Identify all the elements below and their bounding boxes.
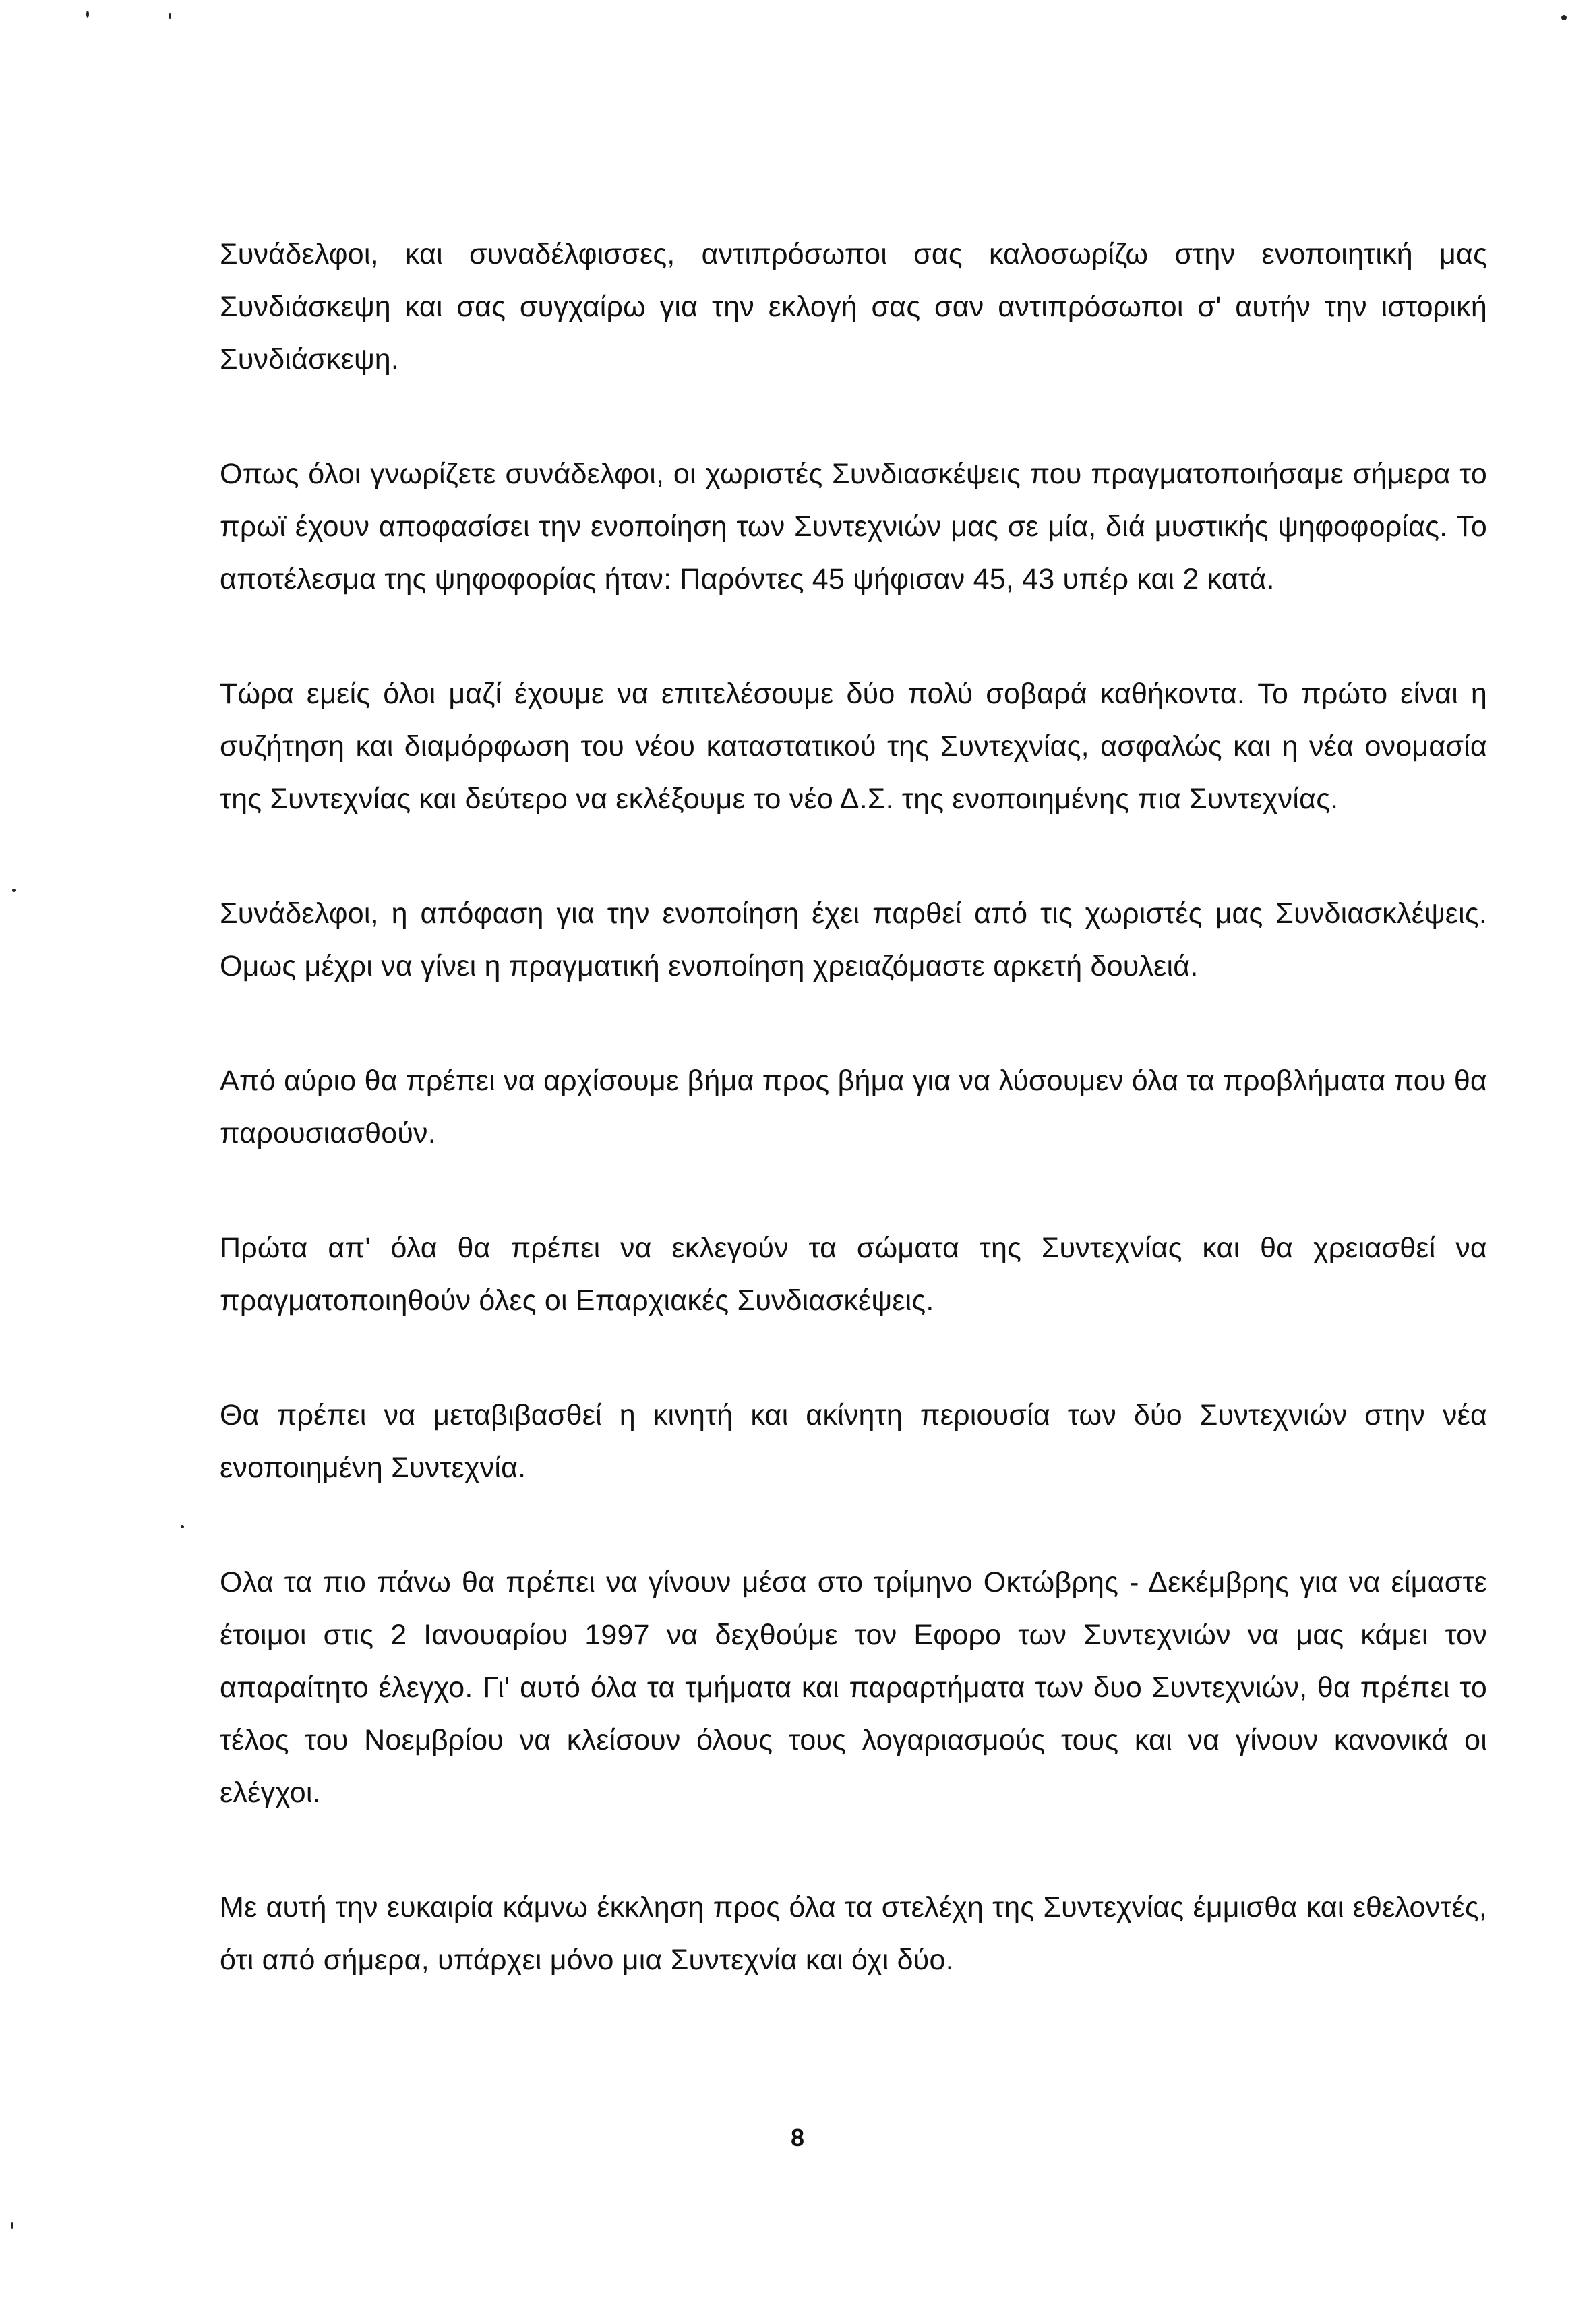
- scan-speck: [1561, 15, 1567, 20]
- paragraph: Οπως όλοι γνωρίζετε συνάδελφοι, οι χωριστές Συνδιασκέψεις που πραγματοποιήσαμε σήμερα το πρωϊ έχουν αποφασίσει την ενοποίηση των Συντεχνιών μας σε μία, διά μυστικής ψηφοφορίας. Το αποτέλεσμα της ψηφοφορίας ήταν: Παρόντες 45 ψήφισαν 45, 43 υπέρ και 2 κατά.: [220, 458, 1487, 595]
- paragraph: Πρώτα απ' όλα θα πρέπει να εκλεγούν τα σώματα της Συντεχνίας και θα χρειασθεί να πραγματοποιηθούν όλες οι Επαρχιακές Συνδιασκέψεις.: [220, 1232, 1487, 1317]
- paragraph: Συνάδελφοι, η απόφαση για την ενοποίηση έχει παρθεί από τις χωριστές μας Συνδιασκλέψεις. Ομως μέχρι να γίνει η πραγματική ενοποίηση χρειαζόμαστε αρκετή δουλειά.: [220, 897, 1487, 982]
- paragraph: Συνάδελφοι, και συναδέλφισσες, αντιπρόσωποι σας καλοσωρίζω στην ενοποιητική μας Συνδιάσκεψη και σας συγχαίρω για την εκλογή σας σαν αντιπρόσωποι σ' αυτήν την ιστορική Συνδιάσκεψη.: [220, 238, 1487, 376]
- page-number: 8: [790, 2124, 805, 2151]
- scan-speck: [12, 889, 16, 892]
- paragraph: Από αύριο θα πρέπει να αρχίσουμε βήμα προς βήμα για να λύσουμεν όλα τα προβλήματα που θα παρουσιασθούν.: [220, 1065, 1487, 1150]
- scan-speck: [86, 11, 89, 18]
- paragraph: Ολα τα πιο πάνω θα πρέπει να γίνουν μέσα στο τρίμηνο Οκτώβρης - Δεκέμβρης για να είμαστε έτοιμοι στις 2 Ιανουαρίου 1997 να δεχθούμε τον Εφορο των Συντεχνιών να μας κάμει τον απαραίτητο έλεγχο. Γι' αυτό όλα τα τμήματα και παραρτήματα των δυο Συντεχνιών, θα πρέπει το τέλος του Νοεμβρίου να κλείσουν όλους τους λογαριασμούς τους και να γίνουν κανονικά οι ελέγχοι.: [220, 1566, 1487, 1809]
- scan-speck: [181, 1525, 184, 1528]
- scan-speck: [11, 2222, 13, 2229]
- paragraph: Θα πρέπει να μεταβιβασθεί η κινητή και ακίνητη περιουσία των δύο Συντεχνιών στην νέα ενοποιημένη Συντεχνία.: [220, 1399, 1487, 1484]
- document-body: [220, 228, 1487, 1986]
- paragraph: Τώρα εμείς όλοι μαζί έχουμε να επιτελέσουμε δύο πολύ σοβαρά καθήκοντα. Το πρώτο είναι η συζήτηση και διαμόρφωση του νέου καταστατικού της Συντεχνίας, ασφαλώς και η νέα ονομασία της Συντεχνίας και δεύτερο να εκλέξουμε το νέο Δ.Σ. της ενοποιημένης πια Συντεχνίας.: [220, 678, 1487, 815]
- paragraph: Με αυτή την ευκαιρία κάμνω έκκληση προς όλα τα στελέχη της Συντεχνίας έμμισθα και εθελοντές, ότι από σήμερα, υπάρχει μόνο μια Συντεχνία και όχι δύο.: [220, 1891, 1487, 1976]
- scan-speck: [169, 13, 171, 19]
